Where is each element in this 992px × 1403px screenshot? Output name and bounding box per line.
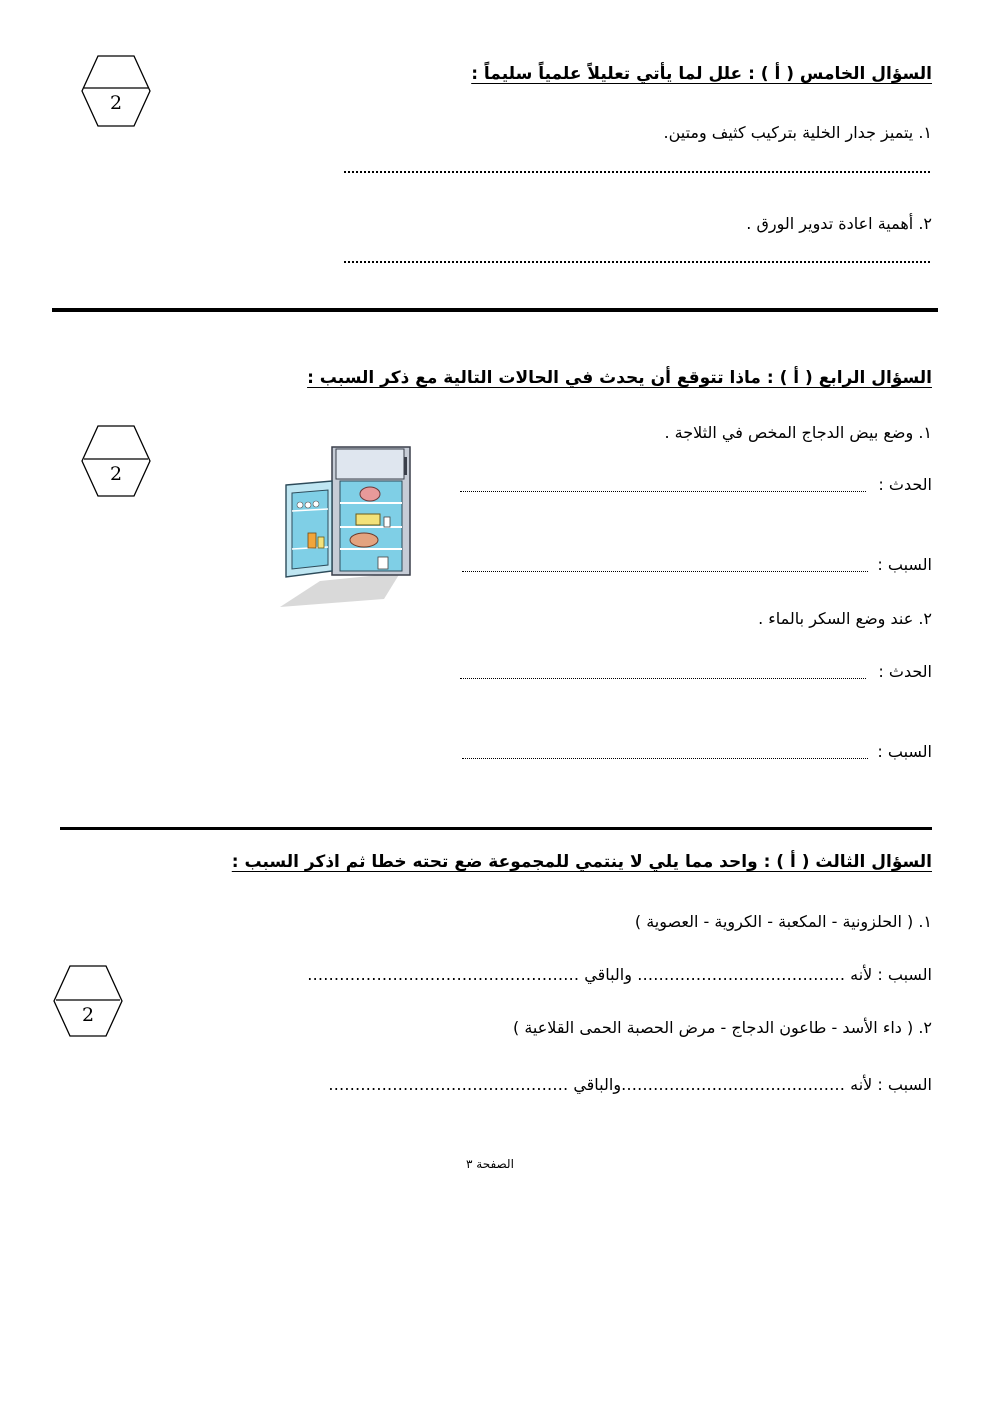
answer-line[interactable] <box>344 171 930 173</box>
section-three-item-2: ٢. ( داء الأسد - طاعون الدجاج - مرض الحصبة الحمى القلاعية ) <box>512 1018 932 1037</box>
section-three-reason-1[interactable]: السبب : لأنه ………………………………… والباقي …………………………………………… <box>307 965 932 984</box>
fridge-illustration <box>272 441 414 615</box>
score-badge-section-four <box>80 425 152 497</box>
score-badge-section-five <box>80 55 152 127</box>
section-three-reason-2[interactable]: السبب : لأنه ……………………………………والباقي ……………………………………… <box>328 1075 932 1094</box>
reason-answer-line[interactable] <box>462 758 868 759</box>
section-five-heading: السؤال الخامس ( أ ) : علل لما يأتي تعليلاً علمياً سليماً : <box>471 64 932 84</box>
score-value: 2 <box>81 1004 95 1026</box>
event-label: الحدث : <box>878 475 932 494</box>
section-three-item-1: ١. ( الحلزونية - المكعبة - الكروية - العصوية ) <box>634 912 932 931</box>
page-number: الصفحة ٣ <box>466 1157 514 1171</box>
section-four-item-1: ١. وضع بيض الدجاج المخص في الثلاجة . <box>664 423 932 442</box>
section-divider <box>52 308 938 312</box>
section-four-heading: السؤال الرابع ( أ ) : ماذا تتوقع أن يحدث في الحالات التالية مع ذكر السبب : <box>307 368 932 388</box>
answer-line[interactable] <box>344 261 930 263</box>
section-five-item-1: ١. يتميز جدار الخلية بتركيب كثيف ومتين. <box>663 123 932 142</box>
score-value: 2 <box>109 92 123 114</box>
section-three-heading: السؤال الثالث ( أ ) : واحد مما يلي لا ينتمي للمجموعة ضع تحته خطا ثم اذكر السبب : <box>231 852 932 872</box>
event-answer-line[interactable] <box>460 678 866 679</box>
section-divider <box>60 827 932 830</box>
reason-answer-line[interactable] <box>462 571 868 572</box>
event-label: الحدث : <box>878 662 932 681</box>
section-four-item-2: ٢. عند وضع السكر بالماء . <box>758 609 932 628</box>
reason-label: السبب : <box>877 555 932 574</box>
section-five-item-2: ٢. أهمية اعادة تدوير الورق . <box>746 214 932 233</box>
score-value: 2 <box>109 463 123 485</box>
reason-label: السبب : <box>877 742 932 761</box>
score-badge-section-three <box>52 965 124 1037</box>
event-answer-line[interactable] <box>460 491 866 492</box>
